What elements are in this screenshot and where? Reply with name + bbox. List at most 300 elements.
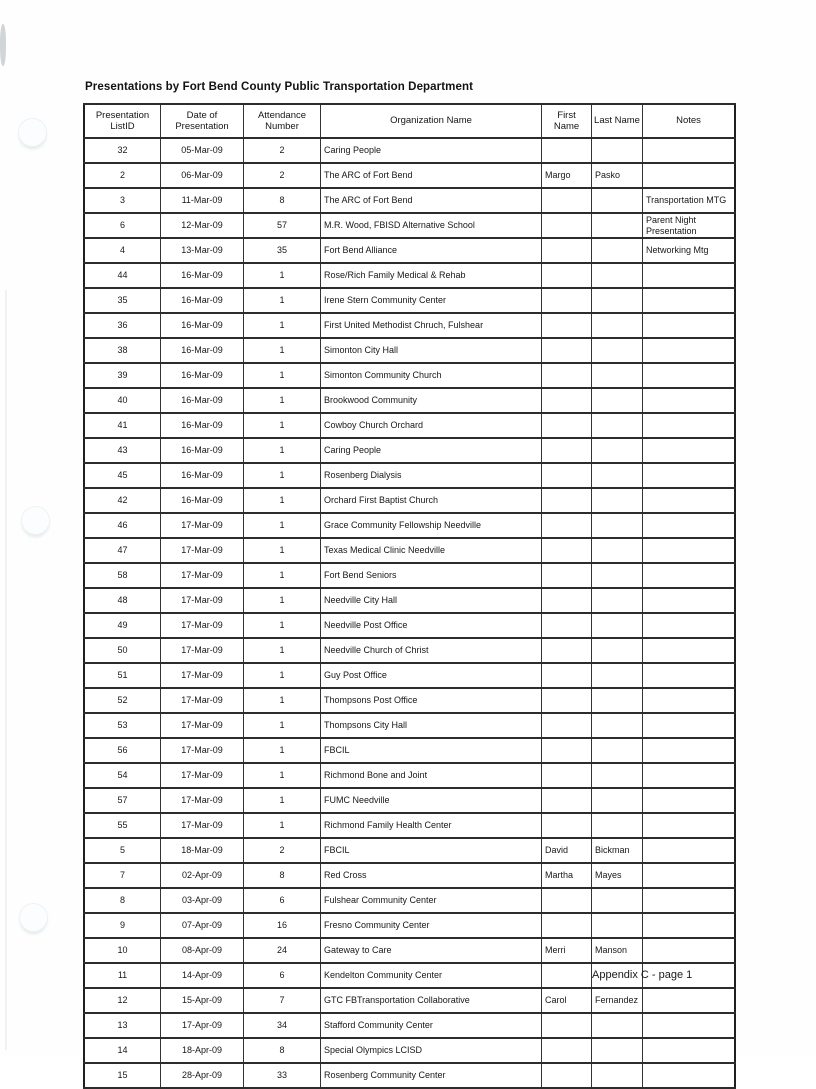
cell-first-name — [542, 638, 592, 663]
cell-last-name: Mayes — [592, 863, 643, 888]
cell-notes — [643, 713, 736, 738]
cell-list-id: 13 — [84, 1013, 161, 1038]
cell-organization: Gateway to Care — [321, 938, 542, 963]
cell-list-id: 41 — [84, 413, 161, 438]
cell-first-name: Margo — [542, 163, 592, 188]
hole-punch — [18, 118, 47, 147]
cell-notes — [643, 1038, 736, 1063]
cell-last-name: Pasko — [592, 163, 643, 188]
cell-notes — [643, 563, 736, 588]
cell-date: 16-Mar-09 — [161, 338, 244, 363]
cell-organization: GTC FBTransportation Collaborative — [321, 988, 542, 1013]
cell-organization: Grace Community Fellowship Needville — [321, 513, 542, 538]
cell-date: 17-Mar-09 — [161, 713, 244, 738]
table-row — [84, 188, 735, 213]
cell-date: 12-Mar-09 — [161, 213, 244, 238]
cell-last-name — [592, 888, 643, 913]
cell-first-name — [542, 238, 592, 263]
cell-last-name — [592, 613, 643, 638]
cell-notes — [643, 638, 736, 663]
cell-organization: Simonton City Hall — [321, 338, 542, 363]
cell-attendance: 1 — [244, 663, 321, 688]
table-row — [84, 438, 735, 463]
cell-list-id: 5 — [84, 838, 161, 863]
cell-last-name — [592, 363, 643, 388]
cell-last-name — [592, 513, 643, 538]
presentations-table — [83, 103, 736, 1089]
cell-last-name — [592, 238, 643, 263]
cell-first-name: David — [542, 838, 592, 863]
cell-list-id: 42 — [84, 488, 161, 513]
hole-punch — [21, 506, 50, 535]
cell-attendance: 1 — [244, 813, 321, 838]
cell-attendance: 1 — [244, 413, 321, 438]
cell-first-name — [542, 563, 592, 588]
cell-notes — [643, 388, 736, 413]
cell-notes — [643, 288, 736, 313]
cell-last-name — [592, 488, 643, 513]
cell-attendance: 1 — [244, 788, 321, 813]
cell-attendance: 8 — [244, 1038, 321, 1063]
cell-attendance: 1 — [244, 763, 321, 788]
table-row — [84, 663, 735, 688]
cell-attendance: 6 — [244, 888, 321, 913]
cell-notes — [643, 938, 736, 963]
table-row — [84, 1063, 735, 1088]
cell-date: 07-Apr-09 — [161, 913, 244, 938]
column-header: Attendance Number — [244, 104, 321, 138]
cell-first-name — [542, 738, 592, 763]
cell-first-name — [542, 913, 592, 938]
cell-organization: Thompsons City Hall — [321, 713, 542, 738]
cell-first-name — [542, 488, 592, 513]
cell-organization: Fort Bend Alliance — [321, 238, 542, 263]
table-row — [84, 413, 735, 438]
cell-last-name — [592, 438, 643, 463]
cell-last-name — [592, 763, 643, 788]
cell-list-id: 53 — [84, 713, 161, 738]
table-row — [84, 238, 735, 263]
cell-first-name — [542, 188, 592, 213]
cell-first-name: Carol — [542, 988, 592, 1013]
table-row — [84, 363, 735, 388]
cell-organization: Orchard First Baptist Church — [321, 488, 542, 513]
cell-first-name — [542, 1013, 592, 1038]
cell-date: 17-Mar-09 — [161, 663, 244, 688]
cell-organization: Needville Church of Christ — [321, 638, 542, 663]
cell-list-id: 46 — [84, 513, 161, 538]
cell-list-id: 32 — [84, 138, 161, 163]
cell-list-id: 45 — [84, 463, 161, 488]
cell-attendance: 2 — [244, 163, 321, 188]
table-row — [84, 763, 735, 788]
cell-list-id: 58 — [84, 563, 161, 588]
cell-last-name — [592, 313, 643, 338]
table-body — [84, 138, 735, 1088]
cell-first-name — [542, 763, 592, 788]
cell-organization: Fulshear Community Center — [321, 888, 542, 913]
cell-last-name: Bickman — [592, 838, 643, 863]
cell-first-name — [542, 213, 592, 238]
cell-organization: FBCIL — [321, 738, 542, 763]
cell-last-name — [592, 288, 643, 313]
cell-date: 16-Mar-09 — [161, 288, 244, 313]
cell-date: 17-Mar-09 — [161, 688, 244, 713]
cell-list-id: 12 — [84, 988, 161, 1013]
cell-list-id: 3 — [84, 188, 161, 213]
table-row — [84, 888, 735, 913]
cell-notes — [643, 663, 736, 688]
cell-last-name — [592, 713, 643, 738]
column-header: Organization Name — [321, 104, 542, 138]
cell-date: 02-Apr-09 — [161, 863, 244, 888]
cell-first-name — [542, 363, 592, 388]
cell-first-name — [542, 663, 592, 688]
table-row — [84, 738, 735, 763]
cell-attendance: 2 — [244, 838, 321, 863]
table-row — [84, 463, 735, 488]
cell-notes — [643, 888, 736, 913]
cell-organization: Rosenberg Community Center — [321, 1063, 542, 1088]
cell-attendance: 2 — [244, 138, 321, 163]
cell-organization: Needville Post Office — [321, 613, 542, 638]
cell-first-name — [542, 538, 592, 563]
table-row — [84, 613, 735, 638]
cell-notes — [643, 488, 736, 513]
cell-notes — [643, 363, 736, 388]
cell-attendance: 1 — [244, 263, 321, 288]
cell-list-id: 49 — [84, 613, 161, 638]
cell-last-name: Fernandez — [592, 988, 643, 1013]
cell-date: 28-Apr-09 — [161, 1063, 244, 1088]
cell-first-name — [542, 388, 592, 413]
cell-date: 17-Mar-09 — [161, 538, 244, 563]
cell-attendance: 1 — [244, 538, 321, 563]
cell-first-name — [542, 1038, 592, 1063]
cell-date: 17-Mar-09 — [161, 788, 244, 813]
cell-list-id: 10 — [84, 938, 161, 963]
cell-organization: Red Cross — [321, 863, 542, 888]
cell-first-name — [542, 688, 592, 713]
cell-attendance: 1 — [244, 688, 321, 713]
cell-attendance: 24 — [244, 938, 321, 963]
cell-attendance: 1 — [244, 363, 321, 388]
cell-list-id: 7 — [84, 863, 161, 888]
table-row — [84, 163, 735, 188]
cell-notes — [643, 913, 736, 938]
cell-first-name — [542, 788, 592, 813]
table-row — [84, 988, 735, 1013]
cell-notes — [643, 813, 736, 838]
cell-first-name — [542, 463, 592, 488]
cell-date: 17-Apr-09 — [161, 1013, 244, 1038]
cell-organization: Needville City Hall — [321, 588, 542, 613]
table-header-row — [84, 104, 735, 138]
table-row — [84, 638, 735, 663]
cell-notes: Networking Mtg — [643, 238, 736, 263]
cell-date: 17-Mar-09 — [161, 588, 244, 613]
cell-list-id: 54 — [84, 763, 161, 788]
cell-last-name — [592, 688, 643, 713]
cell-organization: Simonton Community Church — [321, 363, 542, 388]
cell-list-id: 11 — [84, 963, 161, 988]
cell-notes — [643, 138, 736, 163]
cell-last-name — [592, 338, 643, 363]
cell-first-name — [542, 263, 592, 288]
cell-attendance: 1 — [244, 338, 321, 363]
cell-date: 17-Mar-09 — [161, 738, 244, 763]
table-row — [84, 688, 735, 713]
cell-organization: Rose/Rich Family Medical & Rehab — [321, 263, 542, 288]
cell-date: 17-Mar-09 — [161, 638, 244, 663]
cell-date: 06-Mar-09 — [161, 163, 244, 188]
cell-list-id: 14 — [84, 1038, 161, 1063]
cell-attendance: 1 — [244, 388, 321, 413]
cell-last-name — [592, 413, 643, 438]
cell-last-name — [592, 663, 643, 688]
cell-notes — [643, 588, 736, 613]
cell-list-id: 55 — [84, 813, 161, 838]
cell-organization: The ARC of Fort Bend — [321, 188, 542, 213]
cell-last-name — [592, 913, 643, 938]
cell-attendance: 1 — [244, 713, 321, 738]
cell-list-id: 43 — [84, 438, 161, 463]
table-row — [84, 288, 735, 313]
cell-last-name — [592, 1013, 643, 1038]
cell-organization: Thompsons Post Office — [321, 688, 542, 713]
cell-organization: Irene Stern Community Center — [321, 288, 542, 313]
cell-attendance: 1 — [244, 613, 321, 638]
cell-date: 18-Apr-09 — [161, 1038, 244, 1063]
cell-last-name — [592, 788, 643, 813]
table-row — [84, 263, 735, 288]
cell-list-id: 15 — [84, 1063, 161, 1088]
cell-date: 03-Apr-09 — [161, 888, 244, 913]
cell-first-name — [542, 1063, 592, 1088]
cell-list-id: 4 — [84, 238, 161, 263]
table-row — [84, 538, 735, 563]
cell-list-id: 8 — [84, 888, 161, 913]
cell-organization: Fort Bend Seniors — [321, 563, 542, 588]
cell-list-id: 6 — [84, 213, 161, 238]
cell-last-name — [592, 263, 643, 288]
cell-organization: The ARC of Fort Bend — [321, 163, 542, 188]
cell-notes — [643, 263, 736, 288]
cell-organization: Rosenberg Dialysis — [321, 463, 542, 488]
column-header: Presentation ListID — [84, 104, 161, 138]
cell-list-id: 38 — [84, 338, 161, 363]
cell-organization: Richmond Bone and Joint — [321, 763, 542, 788]
cell-attendance: 1 — [244, 513, 321, 538]
cell-date: 17-Mar-09 — [161, 813, 244, 838]
cell-first-name — [542, 963, 592, 988]
cell-first-name: Martha — [542, 863, 592, 888]
cell-last-name — [592, 213, 643, 238]
table-row — [84, 588, 735, 613]
cell-list-id: 39 — [84, 363, 161, 388]
cell-date: 15-Apr-09 — [161, 988, 244, 1013]
cell-attendance: 1 — [244, 438, 321, 463]
cell-list-id: 2 — [84, 163, 161, 188]
cell-last-name: Manson — [592, 938, 643, 963]
cell-last-name — [592, 1063, 643, 1088]
table-row — [84, 788, 735, 813]
cell-attendance: 1 — [244, 563, 321, 588]
cell-organization: Fresno Community Center — [321, 913, 542, 938]
cell-organization: FBCIL — [321, 838, 542, 863]
cell-notes — [643, 838, 736, 863]
cell-notes — [643, 988, 736, 1013]
cell-date: 16-Mar-09 — [161, 413, 244, 438]
cell-first-name — [542, 438, 592, 463]
column-header: Date of Presentation — [161, 104, 244, 138]
cell-list-id: 56 — [84, 738, 161, 763]
cell-first-name — [542, 888, 592, 913]
cell-first-name — [542, 138, 592, 163]
table-row — [84, 863, 735, 888]
cell-attendance: 57 — [244, 213, 321, 238]
cell-list-id: 57 — [84, 788, 161, 813]
cell-last-name — [592, 638, 643, 663]
table-row — [84, 513, 735, 538]
cell-organization: Caring People — [321, 138, 542, 163]
table-row — [84, 138, 735, 163]
cell-date: 18-Mar-09 — [161, 838, 244, 863]
cell-list-id: 44 — [84, 263, 161, 288]
table-row — [84, 488, 735, 513]
cell-first-name — [542, 613, 592, 638]
cell-list-id: 52 — [84, 688, 161, 713]
cell-list-id: 36 — [84, 313, 161, 338]
cell-attendance: 1 — [244, 288, 321, 313]
cell-list-id: 35 — [84, 288, 161, 313]
cell-date: 17-Mar-09 — [161, 613, 244, 638]
column-header: Last Name — [592, 104, 643, 138]
cell-date: 17-Mar-09 — [161, 513, 244, 538]
cell-notes: Parent Night Presentation — [643, 213, 736, 238]
cell-first-name — [542, 338, 592, 363]
cell-date: 16-Mar-09 — [161, 438, 244, 463]
column-header: Notes — [643, 104, 736, 138]
cell-last-name — [592, 738, 643, 763]
cell-notes — [643, 538, 736, 563]
cell-first-name — [542, 513, 592, 538]
cell-date: 16-Mar-09 — [161, 363, 244, 388]
cell-organization: Guy Post Office — [321, 663, 542, 688]
cell-list-id: 40 — [84, 388, 161, 413]
cell-attendance: 6 — [244, 963, 321, 988]
cell-notes — [643, 463, 736, 488]
page-title: Presentations by Fort Bend County Public Transportation Department — [85, 81, 474, 93]
cell-first-name — [542, 313, 592, 338]
cell-organization: Special Olympics LCISD — [321, 1038, 542, 1063]
cell-notes — [643, 438, 736, 463]
cell-first-name — [542, 288, 592, 313]
cell-first-name — [542, 813, 592, 838]
cell-notes — [643, 513, 736, 538]
cell-date: 13-Mar-09 — [161, 238, 244, 263]
cell-attendance: 16 — [244, 913, 321, 938]
cell-organization: FUMC Needville — [321, 788, 542, 813]
cell-date: 16-Mar-09 — [161, 263, 244, 288]
table-row — [84, 838, 735, 863]
cell-organization: Richmond Family Health Center — [321, 813, 542, 838]
cell-attendance: 1 — [244, 313, 321, 338]
cell-notes — [643, 1063, 736, 1088]
cell-notes — [643, 863, 736, 888]
column-header: First Name — [542, 104, 592, 138]
cell-notes — [643, 738, 736, 763]
cell-organization: M.R. Wood, FBISD Alternative School — [321, 213, 542, 238]
cell-notes: Transportation MTG — [643, 188, 736, 213]
table-row — [84, 213, 735, 238]
cell-notes — [643, 413, 736, 438]
cell-list-id: 48 — [84, 588, 161, 613]
table-row — [84, 913, 735, 938]
cell-last-name — [592, 463, 643, 488]
cell-organization: Texas Medical Clinic Needville — [321, 538, 542, 563]
table-header — [84, 104, 735, 138]
cell-first-name — [542, 413, 592, 438]
cell-organization: Kendelton Community Center — [321, 963, 542, 988]
cell-attendance: 1 — [244, 488, 321, 513]
cell-date: 17-Mar-09 — [161, 763, 244, 788]
table-row — [84, 313, 735, 338]
cell-first-name — [542, 588, 592, 613]
table-row — [84, 713, 735, 738]
cell-last-name — [592, 538, 643, 563]
cell-organization: Brookwood Community — [321, 388, 542, 413]
table-row — [84, 338, 735, 363]
cell-last-name — [592, 388, 643, 413]
cell-attendance: 1 — [244, 738, 321, 763]
table-row — [84, 388, 735, 413]
cell-last-name — [592, 1038, 643, 1063]
cell-attendance: 1 — [244, 638, 321, 663]
cell-list-id: 47 — [84, 538, 161, 563]
cell-notes — [643, 338, 736, 363]
table-row — [84, 938, 735, 963]
cell-attendance: 8 — [244, 863, 321, 888]
cell-first-name — [542, 713, 592, 738]
cell-attendance: 33 — [244, 1063, 321, 1088]
cell-date: 05-Mar-09 — [161, 138, 244, 163]
table-row — [84, 813, 735, 838]
cell-date: 08-Apr-09 — [161, 938, 244, 963]
cell-list-id: 9 — [84, 913, 161, 938]
cell-attendance: 7 — [244, 988, 321, 1013]
cell-list-id: 51 — [84, 663, 161, 688]
cell-date: 16-Mar-09 — [161, 313, 244, 338]
cell-last-name — [592, 563, 643, 588]
cell-organization: Cowboy Church Orchard — [321, 413, 542, 438]
cell-date: 17-Mar-09 — [161, 563, 244, 588]
cell-date: 11-Mar-09 — [161, 188, 244, 213]
scan-smudge — [0, 24, 6, 66]
cell-last-name — [592, 138, 643, 163]
cell-date: 14-Apr-09 — [161, 963, 244, 988]
cell-notes — [643, 763, 736, 788]
table-row — [84, 563, 735, 588]
cell-attendance: 1 — [244, 463, 321, 488]
cell-notes — [643, 163, 736, 188]
cell-date: 16-Mar-09 — [161, 488, 244, 513]
cell-attendance: 1 — [244, 588, 321, 613]
cell-notes — [643, 688, 736, 713]
cell-organization: Caring People — [321, 438, 542, 463]
hole-punch — [19, 903, 48, 932]
cell-notes — [643, 788, 736, 813]
